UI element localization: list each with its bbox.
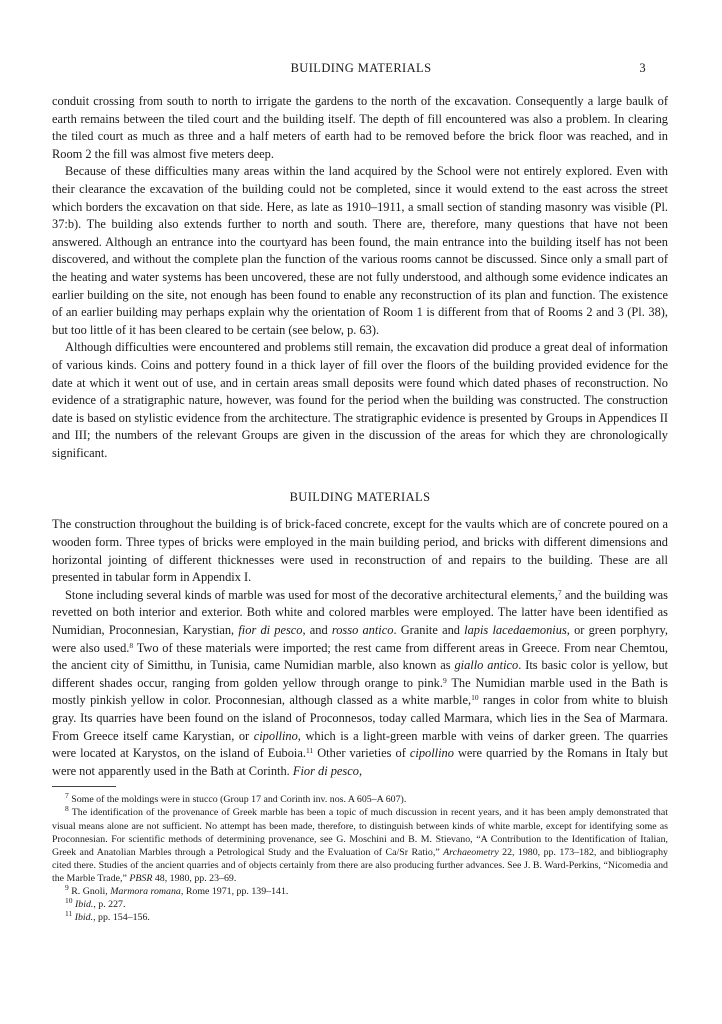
- text-run: and the building was revetted on both interior and exterior. Both white and colored marbles were employed. The latter have been identified as Numidian, Proconnesian, Karystian,: [52, 587, 668, 638]
- page-number: 3: [639, 61, 646, 75]
- footnote: [52, 885, 668, 898]
- footnote-number: 7: [65, 791, 69, 801]
- running-head: [0, 61, 722, 79]
- italic-term: cipollino: [253, 728, 298, 743]
- text-run: . Its basic color is yellow, but different shades occur, ranging from golden yellow through orange to pink.: [52, 658, 668, 690]
- text-run: were quarried by the Romans in Italy but were not apparently used in the Bath at Corinth.: [52, 746, 668, 778]
- italic-title: Ibid.: [72, 912, 94, 924]
- footnote-text: , pp. 154–156.: [93, 912, 150, 924]
- footnote: [52, 911, 668, 924]
- section-heading: BUILDING MATERIALS: [289, 490, 431, 505]
- italic-title: PBSR: [129, 872, 153, 884]
- paragraph: conduit crossing from south to north to irrigate the gardens to the north of the excavation. Consequently a large baulk of earth remains between the tiled court and the building itself. The depth of fill encountered was also a problem. In clearing the tiled court as much as three and a half meters of earth had to be removed before the brick floor was reached, and in Room 2 the fill was almost five meters deep.: [52, 94, 668, 161]
- text-run: ranges in color from white to bluish gray. Its quarries have been found on the island of Proconnesos, today called Marmara, which lies in the Sea of Marmara. From Greece itself came Karystian, or: [52, 693, 668, 743]
- paragraph: Although difficulties were encountered and problems still remain, the excavation did produce a great deal of information of various kinds. Coins and pottery found in a thick layer of fill over the floors of the building provided evidence for the date at which it went out of use, and in certain areas small deposits were found which dated phases of reconstruction. No evidence of a stratigraphic nature, however, was found for the period when the building was constructed. The construction date is based on stylistic evidence from the architecture. The stratigraphic evidence is presented by Groups in Appendices II and III; the numbers of the relevant Groups are given in the discussion of the areas for which they are chronologically significant.: [52, 340, 668, 460]
- text-run: , and: [302, 623, 332, 638]
- text-run: Stone including several kinds of marble was used for most of the decorative architectural elements,: [65, 587, 558, 602]
- footnote-divider: [52, 786, 116, 787]
- text-run: Two of these materials were imported; the rest came from different areas in Greece. From near Chemtou, the ancient city of Simitthu, in Tunisia, came Numidian marble, also known as: [52, 640, 668, 673]
- footnote-text: 22, 1980, pp. 173–182, and bibliography cited there. Studies of the ancient quarries and of objects certainly from there are also producing further advances. See J. B. Ward-Perkins, “Nicomedia and the Marble Trade,”: [52, 846, 668, 884]
- footnote-text: 48, 1980, pp. 23–69.: [152, 872, 237, 884]
- italic-title: Marmora romana: [110, 886, 181, 898]
- italic-term: cipollino: [409, 746, 454, 761]
- footnote-text: , p. 227.: [93, 899, 126, 911]
- italic-term: Fior di pesco: [292, 763, 359, 778]
- italic-title: Ibid.: [72, 899, 94, 911]
- running-title: BUILDING MATERIALS: [290, 61, 432, 75]
- italic-term: fior di pesco: [238, 623, 303, 638]
- italic-term: giallo antico: [454, 658, 519, 673]
- footnote-text: , Rome 1971, pp. 139–141.: [180, 886, 289, 898]
- text-run: ,: [358, 763, 363, 778]
- text-run: , or green porphyry, were also used.: [52, 623, 669, 655]
- paragraph: Because of these difficulties many areas within the land acquired by the School were not entirely explored. Even with their clearance the excavation of the building could not be completed, since it would extend to the east across the street which borders the excavation on that side. Here, as late as 1910–1911, a small section of standing masonry was visible (Pl. 37:b). The building also extends further to north and south. There are, therefore, many questions that have not been answered. Although an entrance into the courtyard has been found, the main entrance into the building itself has not been discovered, and without the complete plan the function of the various rooms cannot be discussed. Since only a small part of the heating and water systems has been uncovered, these are not fully understood, and although some evidence indicates an earlier building on the site, not enough has been found to enable any reconstruction of its plan and function. The existence of an earlier building may perhaps explain why the orientation of Room 1 is different from that of Rooms 2 and 3 (Pl. 38), but too little of it has been cleared to be certain (see below, p. 63).: [52, 164, 668, 337]
- text-run: The Numidian marble used in the Bath is mostly pinkish yellow in color. Proconnesian, although classed as a white marble,: [52, 675, 668, 708]
- footnotes: [52, 793, 668, 924]
- footnote-text: Some of the moldings were in stucco (Group 17 and Corinth inv. nos. A 605–A 607).: [68, 794, 407, 806]
- footnote: [52, 806, 668, 885]
- footnote: [52, 793, 668, 806]
- footnote-number: 11: [65, 909, 73, 919]
- footnote-ref: 8: [129, 640, 134, 650]
- footnote-number: 9: [65, 883, 69, 893]
- paragraph: The construction throughout the building is of brick-faced concrete, except for the vaults which are of concrete poured on a wooden form. Three types of bricks were employed in the main building period, and bricks with different dimensions and horizontal jointing of different thicknesses were used in reconstruction of and repairs to the building. These are all presented in tabular form in Appendix I.: [52, 517, 668, 585]
- paragraph: [52, 587, 668, 781]
- italic-term: lapis lacedaemonius: [464, 623, 567, 638]
- footnote-number: 10: [65, 896, 73, 906]
- body-text: [52, 93, 668, 924]
- footnote-ref: 9: [442, 675, 447, 685]
- footnote-number: 8: [65, 804, 69, 814]
- footnote-ref: 11: [305, 746, 314, 756]
- footnote-text: R. Gnoli,: [68, 886, 111, 898]
- text-run: , which is a light-green marble with veins of darker green. The quarries were located at Karystos, on the island of Euboia.: [52, 728, 668, 761]
- text-run: Other varieties of: [313, 746, 410, 761]
- footnote-ref: 7: [557, 587, 562, 597]
- italic-title: Archaeometry: [443, 846, 499, 858]
- footnote: [52, 898, 668, 911]
- text-run: . Granite and: [393, 623, 465, 638]
- italic-term: rosso antico: [331, 623, 394, 638]
- footnote-text: The identification of the provenance of Greek marble has been a topic of much discussion in recent years, and it has been amply demonstrated that visual means alone are not sufficient. No attempt has been made, therefore, to distinguish between kinds of white marble, except for identifying some as Proconnesian. For scientific methods of determining provenance, see G. Moschini and B. M. Stievano, “A Contribution to the Identification of Italian, Greek and Anatolian Marbles through a Petrological Study and the Evaluation of Ca/Sr Ratio,”: [52, 807, 668, 858]
- footnote-ref: 10: [471, 693, 479, 703]
